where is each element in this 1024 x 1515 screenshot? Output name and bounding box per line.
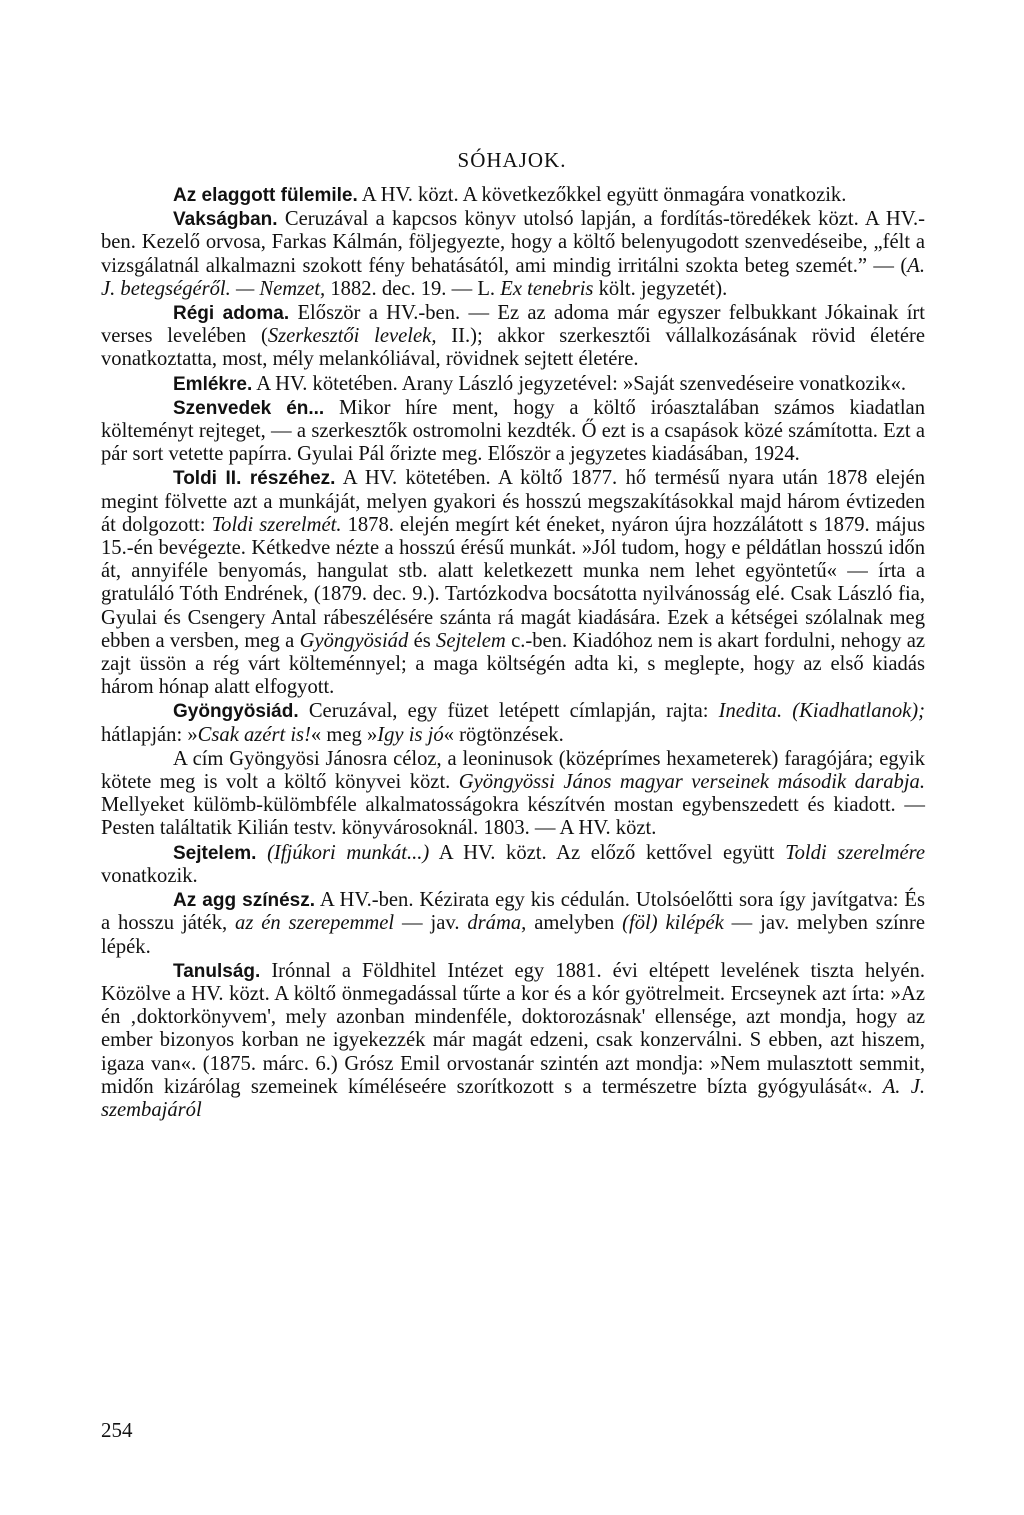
- italic-citation: az én szerepemmel: [235, 912, 395, 935]
- entry-text: költ. jegyzetét).: [593, 277, 728, 300]
- italic-citation: Toldi szerelmére: [785, 841, 925, 864]
- entry-text: — jav. melyben színre lépék.: [101, 912, 925, 958]
- entry-text: A HV. kötetében. Arany László jegyzetével: »Saját szenvedéseire vonatkozik«.: [252, 372, 907, 395]
- entry-text: Ceruzával a kapcsos könyv utolsó lapján, a fordítás-töredékek közt. A HV.-ben. Kezelő orvosa, Farkas Kálmán, följegyezte, hogy a költő belenyugodott szenvedéseibe, „félt a vizsgálatnál alkalmazni szokott fény behatásától, ami mindig irritálni szokta beteg szemét.” — (: [101, 208, 925, 277]
- entry-text: « rögtönzések.: [443, 723, 564, 746]
- entry-paragraph: [101, 373, 925, 396]
- entry-text: vonatkozik.: [101, 864, 198, 887]
- entry-paragraph: [101, 700, 925, 746]
- entry-text: « meg »: [310, 723, 378, 746]
- entry-text: Ceruzával, egy füzet letépett címlapján, rajta:: [298, 700, 719, 723]
- entry-paragraph: [101, 960, 925, 1122]
- entry-text: c.-ben. Kiadóhoz nem is akart fordulni, nehogy az zajt üssön a rég várt költeménnyel; a maga költségén adta ki, s meglepte, hogy az első kiadás három hónap alatt elfogyott.: [101, 629, 926, 699]
- entry-text: — jav.: [394, 912, 468, 935]
- entry-title: Emlékre.: [173, 373, 253, 395]
- entry-text: A HV.-ben. Kézirata egy kis cédulán. Utolsóelőtti sora így javítgatva: És a hosszu játék,: [101, 889, 926, 935]
- entry-text: Irónnal a Földhitel Intézet egy 1881. évi eltépett levelének tiszta helyén. Közölve a HV. közt. A költő önmegadással tűrte a kor és a kór gyötrelmeit. Ercseynek azt írta: »Az én ‚doktorkönyvem', mely azonban mindenféle, doktorozásnak' ellensége, azt mondja, hogy az ember bizonyos korban ne igyekezzék már magát edzeni, csak konzerválni. S ebben, azt hiszem, igaza van«. (1875. márc. 6.) Grósz Emil orvostanár szintén azt mondja: »Nem mulasztott semmit, midőn kizárólag szemeinek kíméléseére szorítkozott s a természetre bízta gyógyulását«.: [101, 959, 925, 1098]
- entry-text: [256, 842, 267, 864]
- italic-citation: Csak azért is!: [197, 723, 311, 746]
- page-body: [101, 184, 925, 1123]
- entry-text: és: [408, 629, 437, 652]
- italic-citation: Toldi szerelmét.: [211, 513, 342, 536]
- entry-title: Az agg színész.: [173, 890, 316, 912]
- entry-paragraph: [101, 302, 925, 372]
- entry-text: hátlapján: »: [101, 723, 198, 746]
- italic-citation: Gyöngyössi János magyar verseinek második darabja.: [458, 771, 925, 794]
- entry-text: Mellyeket külömb-külömbféle alkalmatosságokra készítvén mostan egybenszedett és kiadott. — Pesten találtatik Kilián testv. könyvárosoknál. 1803. — A HV. közt.: [101, 794, 925, 840]
- entry-paragraph: [101, 842, 925, 888]
- entry-title: Toldi II. részéhez.: [173, 468, 336, 490]
- entry-paragraph: [101, 748, 925, 841]
- italic-citation: Gyöngyösiád: [299, 629, 409, 652]
- entry-title: Régi adoma.: [173, 303, 290, 325]
- entry-text: Először a HV.-ben. — Ez az adoma már egyszer felbukkant Jókainak írt verses levelében (: [101, 302, 925, 348]
- italic-citation: (föl) kilépék: [622, 912, 724, 935]
- entry-title: Tanulság.: [173, 960, 261, 982]
- italic-citation: A. J. szembajáról: [101, 1075, 925, 1121]
- italic-citation: Sejtelem: [436, 629, 506, 652]
- italic-citation: Inedita. (Kiadhatlanok);: [718, 700, 925, 723]
- italic-citation: dráma,: [467, 912, 527, 935]
- entry-text: amelyben: [526, 912, 623, 935]
- entry-paragraph: [101, 467, 925, 699]
- italic-citation: Ex tenebris: [500, 277, 594, 300]
- entry-title: Sejtelem.: [173, 842, 257, 864]
- italic-citation: A. J. betegségéről. — Nemzet,: [101, 254, 925, 300]
- page-header: SÓHAJOK.: [457, 148, 567, 172]
- entry-paragraph: [101, 889, 925, 959]
- entry-title: Szenvedek én...: [173, 397, 325, 419]
- entry-text: II.); akkor szerkesztői vállalkozásának rövid életére vonatkoztatta, most, mély melankóliával, rövidnek sejtett életére.: [101, 325, 925, 371]
- entry-title: Az elaggott fülemile.: [173, 185, 358, 206]
- entry-text: Mikor híre ment, hogy a költő iróasztalában számos kiadatlan költeményt rejteget, — a szerkesztők ostromolni kezdték. Ő ezt is a csapások közé számította. Ezt a pár sort vetette papírra. Gyulai Pál őrizte meg. Először a jegyzetes kiadásában, 1924.: [101, 396, 925, 466]
- entry-paragraph: [101, 208, 925, 301]
- entry-text: A HV. közt. A következőkkel együtt önmagára vonatkozik.: [357, 184, 847, 206]
- entry-text: A HV. kötetében. A költő 1877. hő termésű nyara után 1878 elején megint fölvette azt a munkáját, melyen gyakori és hosszú megszakításokkal majd három évtizeden át dolgozott:: [101, 467, 925, 536]
- entry-title: Vakságban.: [173, 209, 278, 231]
- entry-text: 1878. elején megírt két éneket, nyáron újra hozzálátott s 1879. május 15.-én bevégezte. Kétkedve nézte a hosszú érésű munkát. »Jól tudom, hogy e példátlan hosszú időn át, annyiféle benyomás, hangulat stb. alatt keletkezett munka nem lehet egyöntetű« — írta a gratuláló Tóth Endrének, (1879. dec. 9.). Tartózkodva bocsátotta nyilvánosság elé. Csak László fia, Gyulai és Csengery Antal rábeszélésére szánta rá magát kiadására. Ezek a kétségei szólalnak meg ebben a versben, meg a: [101, 513, 926, 652]
- entry-text: A cím Gyöngyösi Jánosra céloz, a leoninusok (középrímes hexameterek) faragójára; egyik kötete meg is volt a költő könyvei közt.: [101, 747, 925, 794]
- entry-text: 1882. dec. 19. — L.: [325, 277, 501, 300]
- entry-text: A HV. közt. Az előző kettővel együtt: [429, 841, 786, 864]
- entry-paragraph: [101, 397, 925, 467]
- page-number: 254: [101, 1418, 133, 1442]
- italic-citation: (Ifjúkori munkát...): [267, 841, 430, 864]
- italic-citation: Igy is jó: [377, 723, 444, 746]
- italic-citation: Szerkesztői levelek,: [267, 325, 437, 348]
- entry-paragraph: [101, 184, 925, 207]
- entry-title: Gyöngyösiád.: [173, 701, 299, 723]
